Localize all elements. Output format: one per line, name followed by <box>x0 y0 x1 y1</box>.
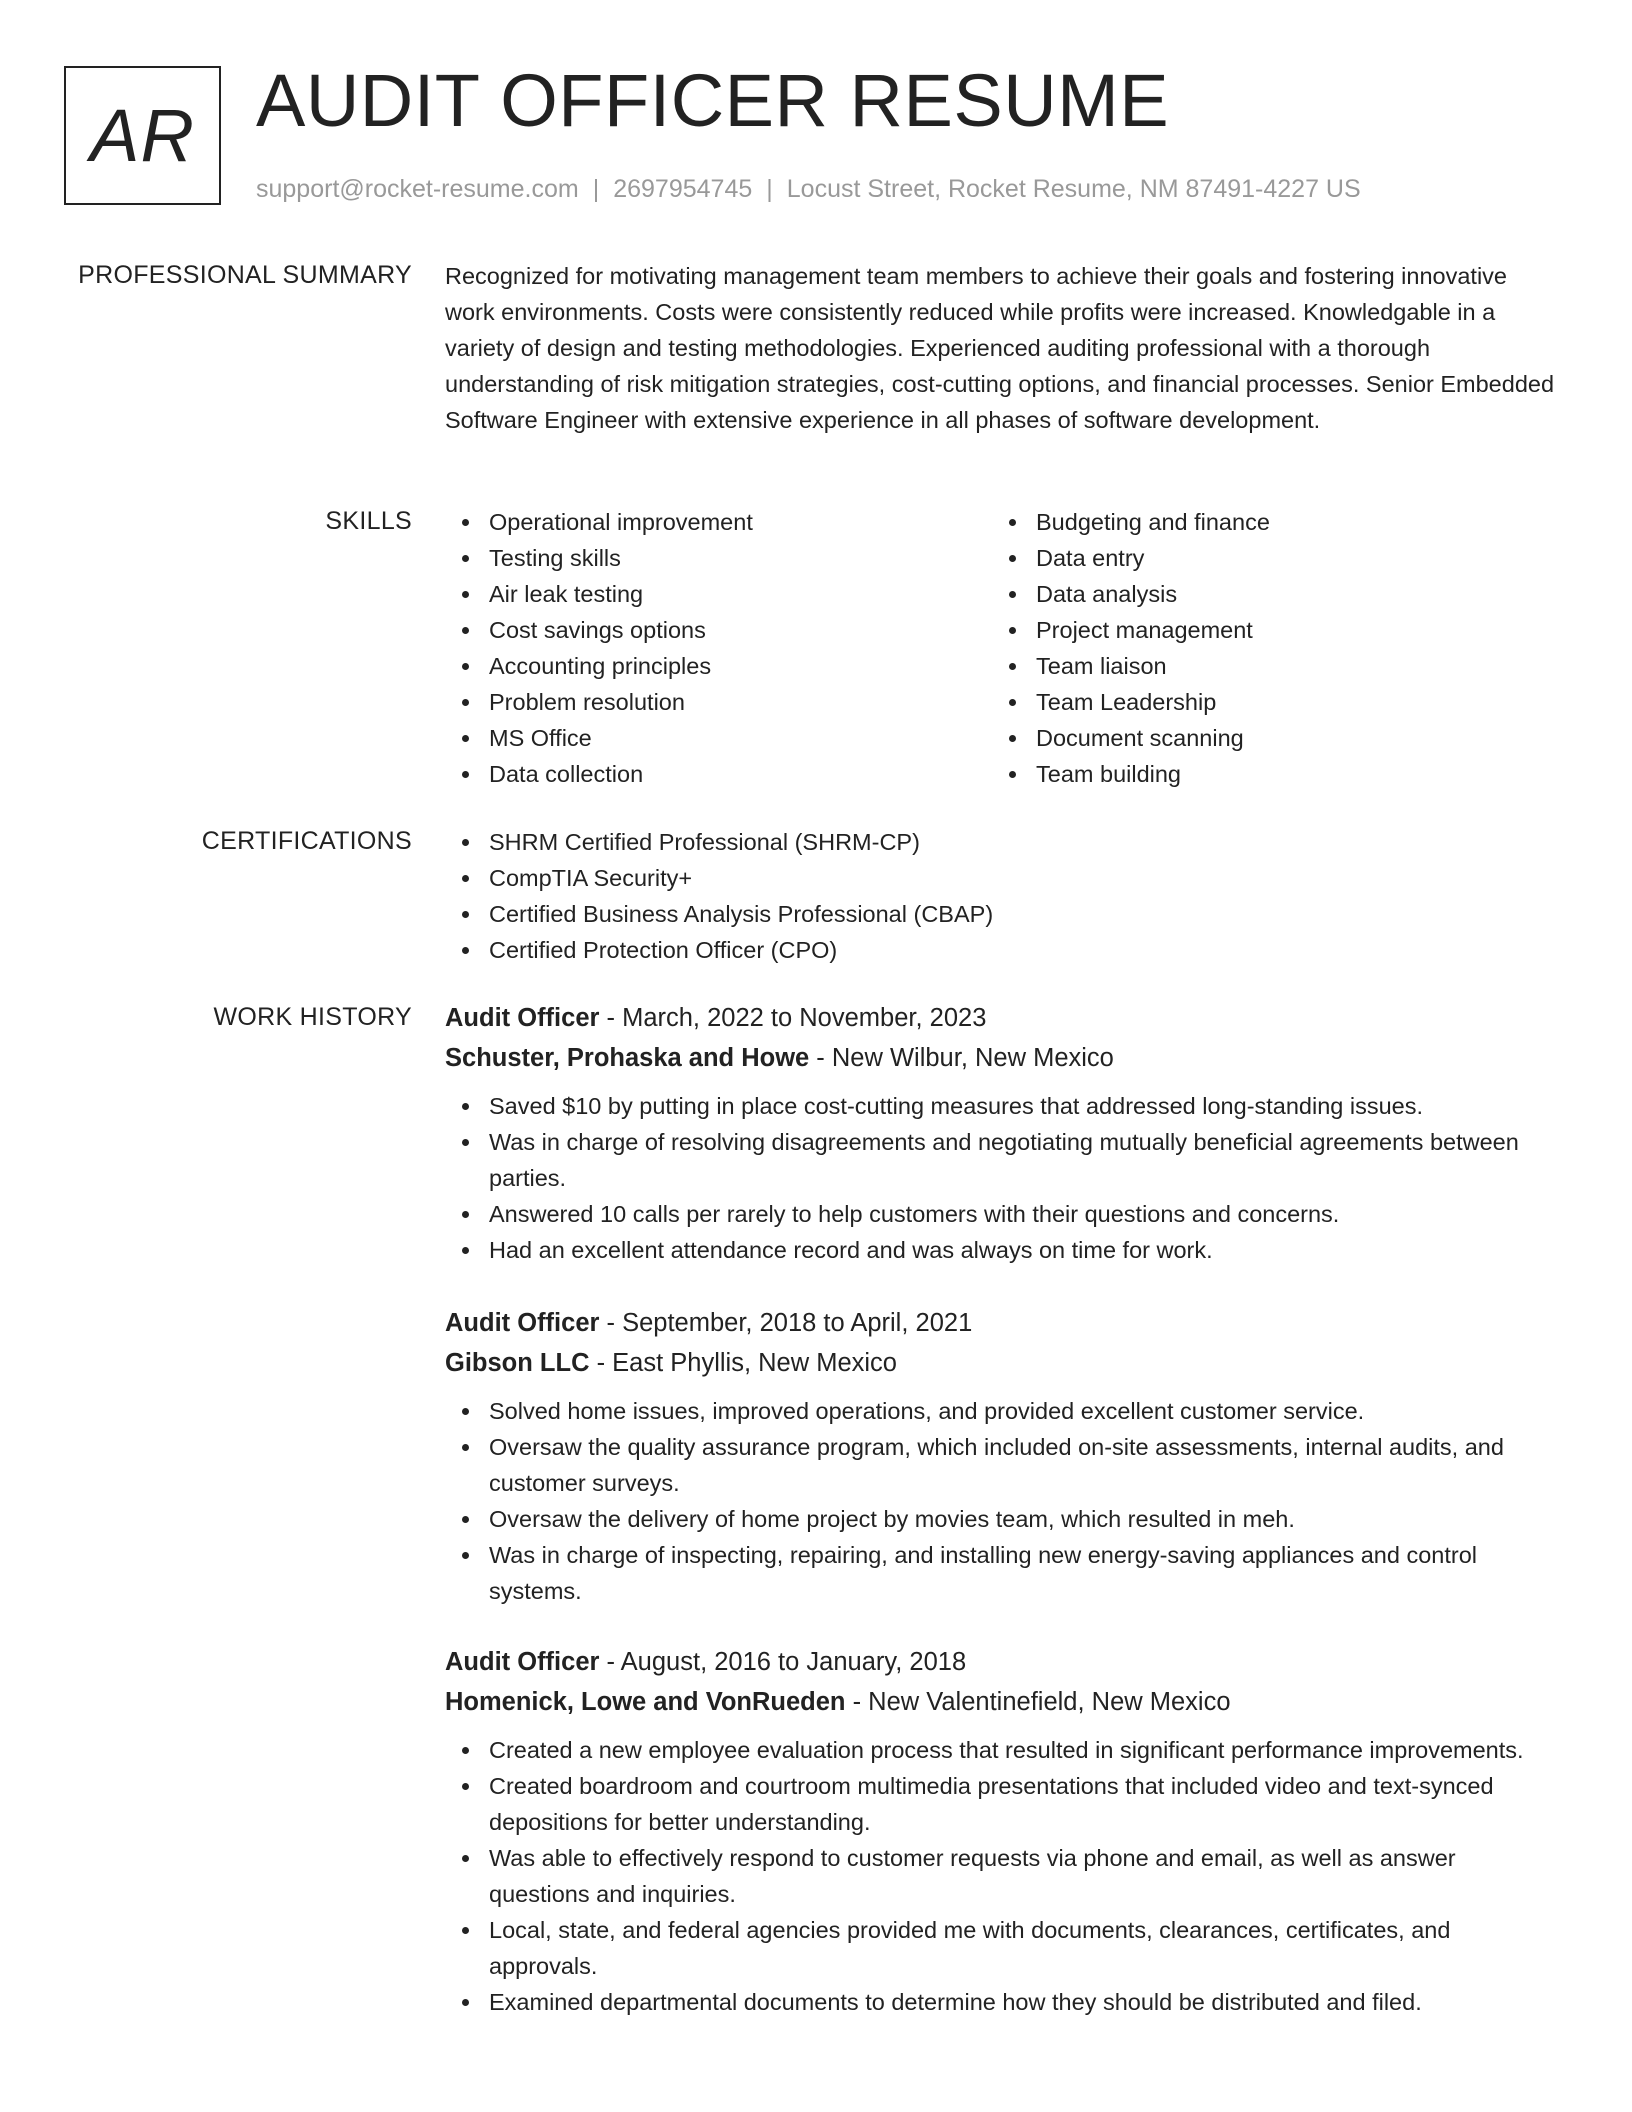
skill-item: Data analysis <box>1036 576 1539 612</box>
skill-item: Testing skills <box>489 540 992 576</box>
job-duty-item: Created a new employee evaluation process that resulted in significant performance improvements. <box>489 1732 1560 1768</box>
skill-item: Accounting principles <box>489 648 992 684</box>
contact-email[interactable]: support@rocket-resume.com <box>256 175 579 203</box>
job-location: - New Wilbur, New Mexico <box>809 1044 1114 1072</box>
skills-column-left <box>445 504 992 792</box>
skill-item: Team building <box>1036 756 1539 792</box>
certifications-heading: CERTIFICATIONS <box>201 827 412 855</box>
job-company: Gibson LLC <box>445 1349 590 1377</box>
job-entry <box>445 1303 1560 1609</box>
job-title-line <box>445 1642 1560 1682</box>
job-company: Homenick, Lowe and VonRueden <box>445 1688 846 1716</box>
certification-item: Certified Protection Officer (CPO) <box>489 932 1560 968</box>
monogram-initials: AR <box>90 93 195 177</box>
job-company: Schuster, Prohaska and Howe <box>445 1044 810 1072</box>
job-duties-list <box>445 1088 1560 1268</box>
contact-separator: | <box>592 175 600 203</box>
job-duty-item: Answered 10 calls per rarely to help customers with their questions and concerns. <box>489 1196 1560 1232</box>
job-company-line <box>445 1038 1560 1078</box>
skill-item: Budgeting and finance <box>1036 504 1539 540</box>
job-duty-item: Created boardroom and courtroom multimedia presentations that included video and text-synced depositions for better understanding. <box>489 1768 1560 1840</box>
skill-item: Cost savings options <box>489 612 992 648</box>
job-duty-item: Was able to effectively respond to customer requests via phone and email, as well as answer questions and inquiries. <box>489 1840 1560 1912</box>
skill-item: Project management <box>1036 612 1539 648</box>
summary-heading: PROFESSIONAL SUMMARY <box>78 261 412 289</box>
job-duty-item: Solved home issues, improved operations, and provided excellent customer service. <box>489 1393 1560 1429</box>
skills-body <box>445 504 1560 792</box>
contact-address: Locust Street, Rocket Resume, NM 87491-4227 US <box>786 175 1361 203</box>
work-history-heading: WORK HISTORY <box>213 1003 412 1031</box>
certification-item: Certified Business Analysis Professional (CBAP) <box>489 896 1560 932</box>
job-duty-item: Saved $10 by putting in place cost-cutting measures that addressed long-standing issues. <box>489 1088 1560 1124</box>
skill-item: Air leak testing <box>489 576 992 612</box>
skill-item: Problem resolution <box>489 684 992 720</box>
skill-item: Data entry <box>1036 540 1539 576</box>
job-company-line <box>445 1343 1560 1383</box>
job-dates: - August, 2016 to January, 2018 <box>599 1648 967 1676</box>
job-company-line <box>445 1682 1560 1722</box>
job-entry <box>445 1642 1560 2020</box>
job-duty-item: Was in charge of resolving disagreements and negotiating mutually beneficial agreements between parties. <box>489 1124 1560 1196</box>
skill-item: Team Leadership <box>1036 684 1539 720</box>
certification-item: CompTIA Security+ <box>489 860 1560 896</box>
skill-item: Team liaison <box>1036 648 1539 684</box>
job-dates: - March, 2022 to November, 2023 <box>599 1004 987 1032</box>
certification-item: SHRM Certified Professional (SHRM-CP) <box>489 824 1560 860</box>
job-entry <box>445 998 1560 1268</box>
job-title: Audit Officer <box>445 1309 600 1337</box>
job-duty-item: Oversaw the delivery of home project by movies team, which resulted in meh. <box>489 1501 1560 1537</box>
job-title-line <box>445 998 1560 1038</box>
summary-text: Recognized for motivating management team members to achieve their goals and fostering innovative work environments. Costs were consistently reduced while profits were increased. Knowledgable in a variety of design and testing methodologies. Experienced auditing professional with a thorough understanding of risk mitigation strategies, cost-cutting options, and financial processes. Senior Embedded Software Engineer with extensive experience in all phases of software development. <box>445 263 1555 433</box>
job-title-line <box>445 1303 1560 1343</box>
job-duty-item: Oversaw the quality assurance program, which included on-site assessments, internal audits, and customer surveys. <box>489 1429 1560 1501</box>
job-duties-list <box>445 1732 1560 2020</box>
job-duty-item: Local, state, and federal agencies provided me with documents, clearances, certificates, and approvals. <box>489 1912 1560 1984</box>
contact-separator: | <box>766 175 773 203</box>
job-duties-list <box>445 1393 1560 1609</box>
job-title: Audit Officer <box>445 1004 600 1032</box>
skill-item: Operational improvement <box>489 504 992 540</box>
skill-item: MS Office <box>489 720 992 756</box>
contact-phone[interactable]: 2697954745 <box>613 175 753 203</box>
job-duty-item: Had an excellent attendance record and was always on time for work. <box>489 1232 1560 1268</box>
job-duty-item: Was in charge of inspecting, repairing, and installing new energy-saving appliances and control systems. <box>489 1537 1560 1609</box>
skill-item: Document scanning <box>1036 720 1539 756</box>
monogram-box <box>64 66 221 205</box>
job-dates: - September, 2018 to April, 2021 <box>599 1309 973 1337</box>
job-title: Audit Officer <box>445 1648 600 1676</box>
resume-title: AUDIT OFFICER RESUME <box>256 59 1170 142</box>
skill-item: Data collection <box>489 756 992 792</box>
job-duty-item: Examined departmental documents to determine how they should be distributed and filed. <box>489 1984 1560 2020</box>
skills-column-right <box>992 504 1539 792</box>
job-location: - East Phyllis, New Mexico <box>589 1349 897 1377</box>
skills-heading: SKILLS <box>325 507 412 535</box>
certifications-body <box>445 824 1560 968</box>
contact-line <box>256 174 1361 204</box>
job-location: - New Valentinefield, New Mexico <box>845 1688 1231 1716</box>
